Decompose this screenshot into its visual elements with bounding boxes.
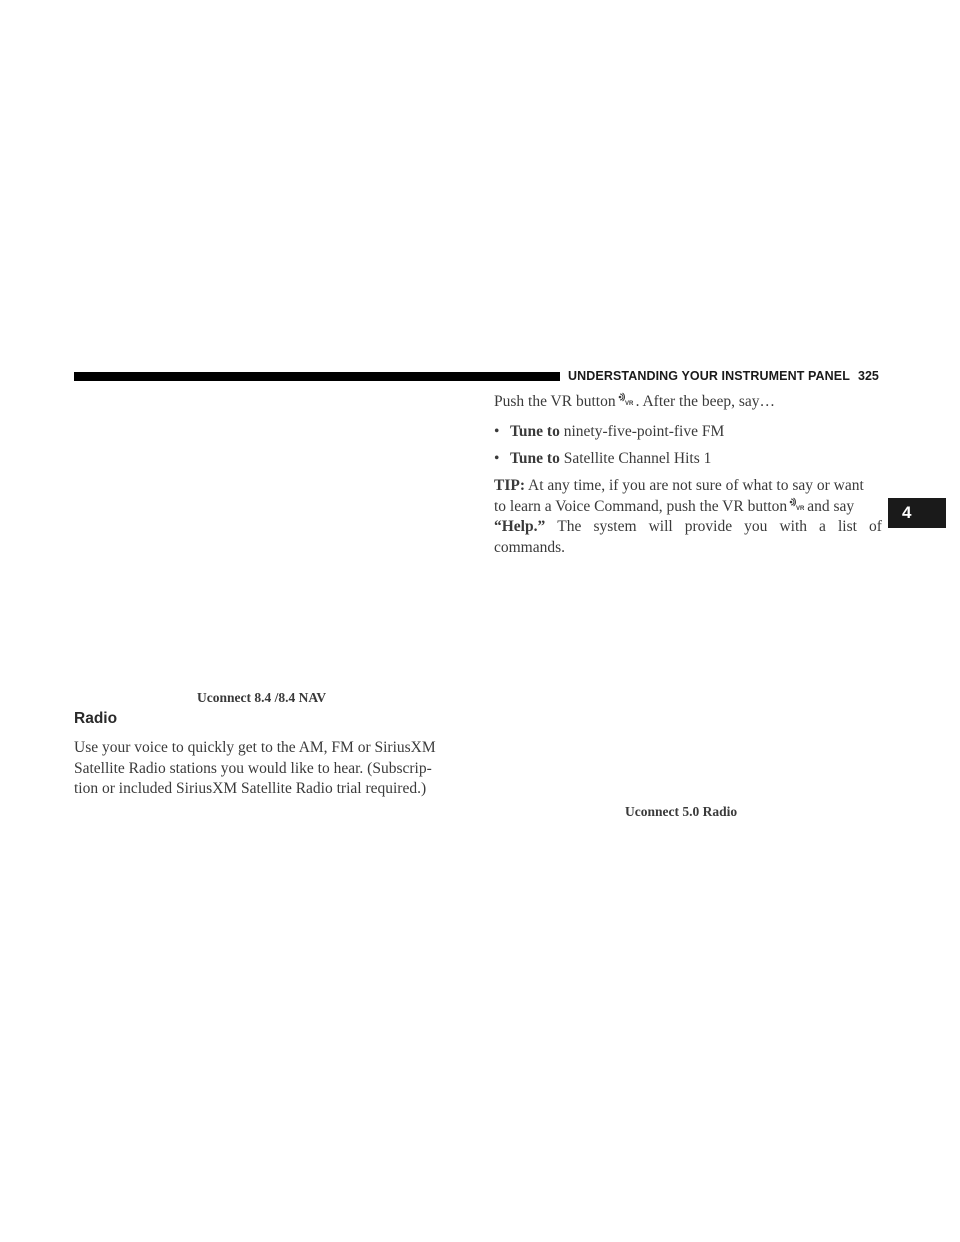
tip-word: The xyxy=(557,518,582,535)
help-keyword: “Help.” xyxy=(494,518,546,535)
bullet-dot: • xyxy=(494,423,500,440)
tip-text: to learn a Voice Command, push the VR button xyxy=(494,497,788,515)
running-header-title: UNDERSTANDING YOUR INSTRUMENT PANEL xyxy=(568,369,850,383)
push-instruction xyxy=(494,392,775,412)
tip-line xyxy=(494,517,882,538)
voice-recognition-icon xyxy=(617,392,635,412)
bullet-dot: • xyxy=(494,450,500,467)
tip-word: with xyxy=(779,518,807,535)
tip-word: you xyxy=(744,518,768,535)
list-item xyxy=(494,422,724,442)
image-caption-uconnect-50: Uconnect 5.0 Radio xyxy=(625,804,738,819)
tip-word: a xyxy=(819,518,826,535)
chapter-tab: 4 xyxy=(888,498,946,528)
tip-word: of xyxy=(868,518,882,535)
tip-word: provide xyxy=(684,518,733,535)
list-item xyxy=(494,449,711,469)
tip-text: At any time, if you are not sure of what to say or want xyxy=(525,477,864,494)
paragraph-line: Use your voice to quickly get to the AM, FM or SiriusXM xyxy=(74,739,436,756)
radio-paragraph xyxy=(74,738,466,800)
tip-paragraph xyxy=(494,476,884,558)
tip-word: list xyxy=(837,518,857,535)
section-heading-radio: Radio xyxy=(74,710,118,727)
page-number: 325 xyxy=(858,369,879,383)
command-keyword: Tune to xyxy=(510,423,560,440)
tip-word: will xyxy=(648,518,673,535)
svg-text:VR: VR xyxy=(796,505,805,511)
tip-line: commands. xyxy=(494,538,566,556)
svg-text:VR: VR xyxy=(624,401,633,406)
tip-line xyxy=(494,497,884,518)
push-prefix: Push the VR button xyxy=(494,393,616,410)
push-suffix: . After the beep, say… xyxy=(635,393,776,410)
command-text: ninety-five-point-five FM xyxy=(559,423,725,440)
image-caption-uconnect-84: Uconnect 8.4 /8.4 NAV xyxy=(197,690,327,705)
tip-word: system xyxy=(593,518,637,535)
tip-text: and say xyxy=(807,497,855,515)
tip-label: TIP: xyxy=(494,477,525,494)
header-rule xyxy=(74,372,560,381)
tip-line xyxy=(494,476,884,497)
paragraph-line: tion or included SiriusXM Satellite Radio trial required.) xyxy=(74,780,427,797)
command-keyword: Tune to xyxy=(510,450,560,467)
paragraph-line: Satellite Radio stations you would like to hear. (Subscrip- xyxy=(74,759,432,777)
voice-recognition-icon xyxy=(788,497,806,518)
command-text: Satellite Channel Hits 1 xyxy=(559,450,712,467)
